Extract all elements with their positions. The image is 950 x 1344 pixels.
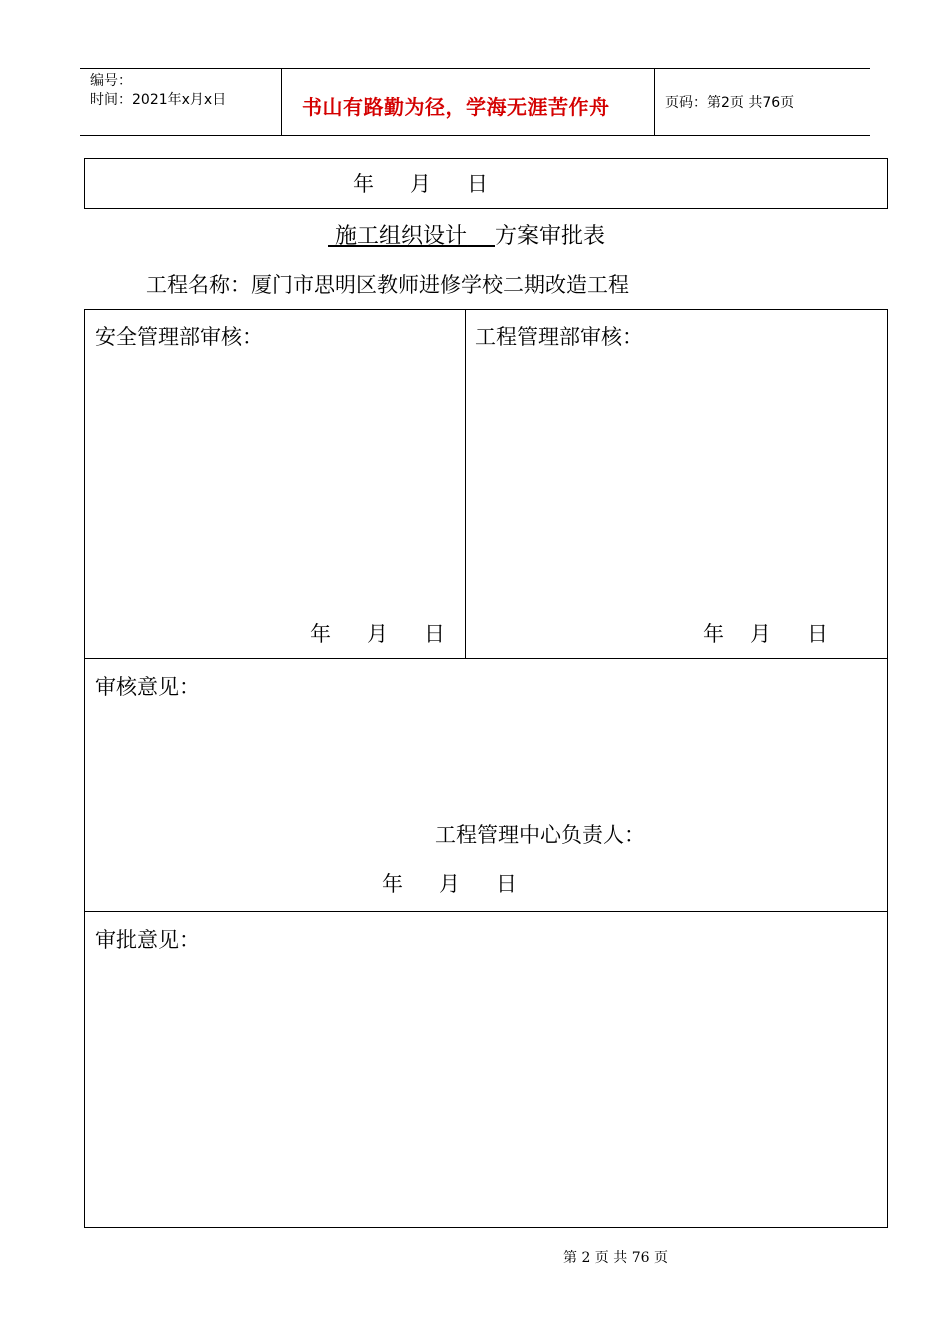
table-row-divider-1 [84, 658, 888, 659]
header-motto: 书山有路勤为径，学海无涯苦作舟 [302, 95, 610, 119]
header-page-info: 页码：第2页 共76页 [665, 95, 795, 111]
review-opinion-date [382, 872, 517, 896]
engineering-date-month: 月 [750, 622, 771, 646]
review-date-year: 年 [382, 872, 403, 896]
approval-opinion-label: 审批意见： [95, 928, 200, 952]
form-title [328, 224, 605, 250]
form-title-underlined [328, 224, 495, 249]
review-date-day: 日 [496, 872, 517, 896]
table-row-divider-2 [84, 911, 888, 912]
header-bottom-rule [80, 135, 870, 136]
top-date-year: 年 [353, 172, 374, 196]
engineering-review-label: 工程管理部审核： [475, 325, 643, 349]
safety-date-month: 月 [367, 622, 388, 646]
document-number-label: 编号： [90, 73, 132, 89]
safety-date-day: 日 [424, 622, 445, 646]
document-time-label: 时间：2021年x月x日 [90, 92, 227, 108]
form-title-suffix: 方案审批表 [495, 224, 606, 249]
engineering-date-year: 年 [703, 622, 724, 646]
header-divider-right [654, 68, 655, 135]
safety-review-label: 安全管理部审核： [95, 325, 263, 349]
safety-date-year: 年 [310, 622, 331, 646]
project-name-label: 工程名称：厦门市思明区教师进修学校二期改造工程 [146, 273, 629, 297]
form-title-main: 施工组织设计 [335, 224, 468, 249]
top-date-box [84, 158, 888, 209]
top-date-month: 月 [410, 172, 431, 196]
safety-review-date [310, 622, 445, 646]
engineering-date-day: 日 [807, 622, 828, 646]
center-head-label: 工程管理中心负责人： [435, 823, 645, 847]
top-date [353, 172, 488, 196]
review-opinion-label: 审核意见： [95, 675, 200, 699]
header-top-rule [80, 68, 870, 69]
review-date-month: 月 [439, 872, 460, 896]
page-footer: 第 2 页 共 76 页 [563, 1250, 668, 1266]
approval-table [84, 309, 888, 1228]
table-column-divider [465, 309, 466, 658]
top-date-day: 日 [467, 172, 488, 196]
header-divider-left [281, 68, 282, 135]
engineering-review-date [703, 622, 828, 646]
